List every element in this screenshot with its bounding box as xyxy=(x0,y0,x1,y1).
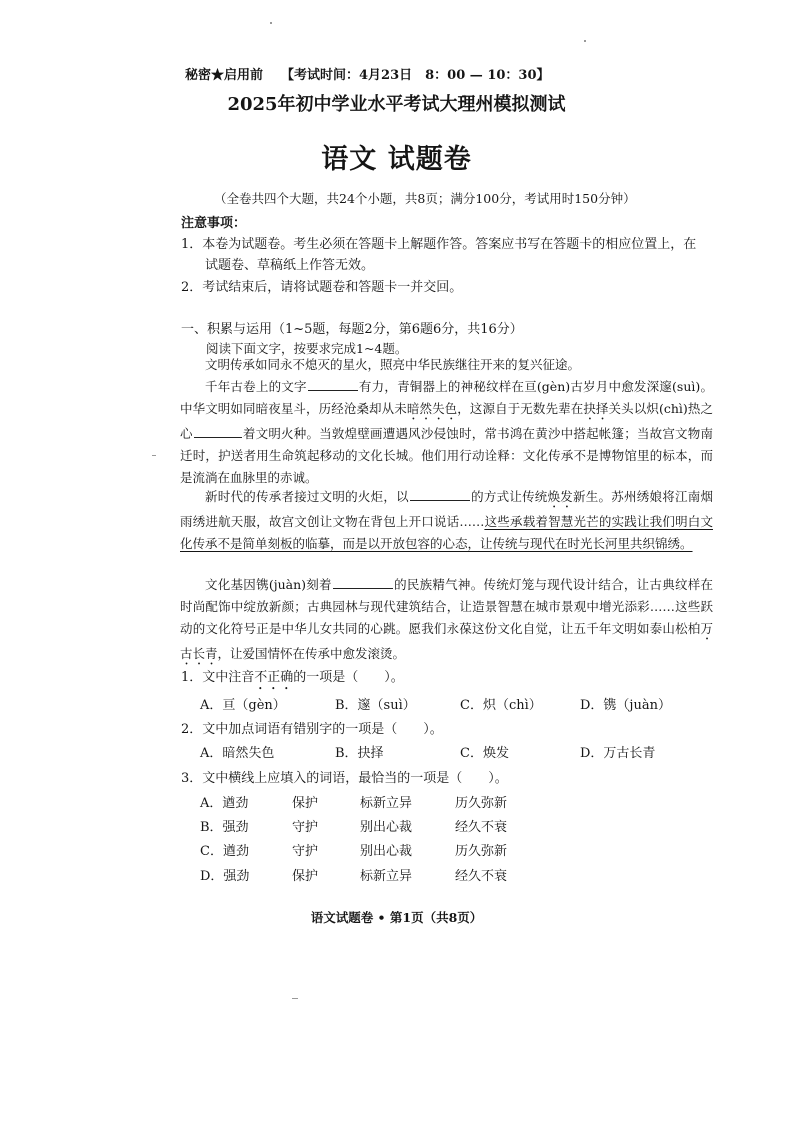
question-2-stem: 2．文中加点词语有错别字的一项是（ ）。 xyxy=(181,722,443,737)
question-3-option-a-4: 历久弥新 xyxy=(455,796,508,811)
question-2-option-c: C．焕发 xyxy=(460,746,509,761)
paper-summary: （全卷共四个大题，共24个小题，共8页；满分100分，考试用时150分钟） xyxy=(214,191,636,206)
dotted-word-4: 万古长青 xyxy=(180,621,713,661)
question-1-option-c: C．炽（chì） xyxy=(460,698,542,713)
question-3-option-c-2: 守护 xyxy=(292,844,319,859)
question-3-option-d-4: 经久不衰 xyxy=(455,869,508,884)
dotted-word-2: 抉择 xyxy=(583,401,609,416)
section-1-heading: 一、积累与运用（1~5题，每题2分，第6题6分，共16分） xyxy=(181,322,523,337)
dotted-word-3: 焕发 xyxy=(547,489,574,504)
blank-1 xyxy=(308,389,358,391)
passage-paragraph-4: 文化基因镌(juàn)刻着 的民族精气神。传统灯笼与现代设计结合，让古典纹样在时尚配饰中绽放新颜；古典园林与现代建筑结合，让造景智慧在城市景观中增光添彩……这些跃动的文化符号正是中华儿女共同的心跳。愿我们永葆这份文化自觉，让五千年文明如泰山松柏万古长青，让爱国情怀在传承中愈发滚烫。 xyxy=(180,577,713,661)
notes-item-2: 2．考试结束后，请将试题卷和答题卡一并交回。 xyxy=(181,280,463,295)
scan-speck xyxy=(584,40,586,42)
question-3-option-c-1: C．遒劲 xyxy=(200,844,249,859)
blank-2 xyxy=(194,436,242,438)
blank-4 xyxy=(333,587,393,589)
exam-title: 2025年初中学业水平考试大理州模拟测试 xyxy=(227,94,566,115)
paper-subtitle: 语文 试题卷 xyxy=(321,144,472,175)
page-footer: 语文试题卷 • 第1页（共8页） xyxy=(310,910,483,925)
notes-item-1: 1．本卷为试题卷。考生必须在答题卡上解题作答。答案应书写在答题卡的相应位置上，在 xyxy=(181,237,697,252)
question-3-option-d-1: D．强劲 xyxy=(200,869,250,884)
underlined-sentence: 这些承载着智慧光芒的实践让我们明白文化传承不是简单刻板的临摹，而是以开放包容的心态，让传统与现代在时光长河里共织锦绣。 xyxy=(180,514,713,551)
confidential-mark: 秘密★启用前 xyxy=(185,68,264,83)
question-1-option-d: D．镌（juàn） xyxy=(580,698,671,713)
notes-item-1-cont: 试题卷、草稿纸上作答无效。 xyxy=(205,258,375,273)
blank-3 xyxy=(410,499,470,501)
question-1-stem: 1．文中注音不正确的一项是（ ）。 xyxy=(181,670,404,685)
question-2-option-b: B．抉择 xyxy=(335,746,384,761)
question-3-option-b-4: 经久不衰 xyxy=(455,820,508,835)
passage-paragraph-3: 新时代的传承者接过文明的火炬，以 的方式让传统焕发新生。苏州绣娘将江南烟雨绣进航天服，故宫文创让文物在背包上开口说话……这些承载着智慧光芒的实践让我们明白文化传承不是简单刻板的临摹，而是以开放包容的心态，让传统与现代在时光长河里共织锦绣。 xyxy=(180,489,713,551)
question-1-option-a: A．亘（gèn） xyxy=(200,698,286,713)
question-1-option-b: B．邃（suì） xyxy=(335,698,416,713)
question-3-option-a-2: 保护 xyxy=(292,796,319,811)
question-3-option-c-4: 历久弥新 xyxy=(455,844,508,859)
passage-paragraph-2: 千年古卷上的文字 有力，青铜器上的神秘纹样在亘(gèn)古岁月中愈发深邃(suì)。中华文明如同暗夜星斗，历经沧桑却从未暗然失色，这源自于无数先辈在抉择关头以炽(chì)热之心 着文明火种。当敦煌壁画遭遇风沙侵蚀时，常书鸿在黄沙中搭起帐篷；当故宫文物南迁时，护送者用生命筑起移动的文化长城。他们用行动诠释：文化传承不是博物馆里的标本，而是流淌在血脉里的赤诚。 xyxy=(180,379,713,485)
question-3-option-d-3: 标新立异 xyxy=(360,869,413,884)
question-3-option-a-3: 标新立异 xyxy=(360,796,413,811)
section-1-instruction: 阅读下面文字，按要求完成1~4题。 xyxy=(206,341,408,356)
question-3-option-d-2: 保护 xyxy=(292,869,319,884)
question-2-option-d: D．万古长青 xyxy=(580,746,656,761)
scan-speck xyxy=(292,998,298,999)
question-3-option-c-3: 别出心裁 xyxy=(360,844,413,859)
question-3-stem: 3．文中横线上应填入的词语，最恰当的一项是（ ）。 xyxy=(181,771,508,786)
scan-speck xyxy=(270,22,272,24)
question-3-option-b-3: 别出心裁 xyxy=(360,820,413,835)
exam-time: 【考试时间：4月23日 8：00 — 10：30】 xyxy=(281,68,550,83)
dotted-word-1: 暗然失色 xyxy=(406,401,458,416)
scan-speck xyxy=(152,455,156,456)
notes-heading: 注意事项： xyxy=(181,216,247,231)
question-2-option-a: A．暗然失色 xyxy=(200,746,275,761)
question-3-option-b-1: B．强劲 xyxy=(200,820,249,835)
passage-paragraph-1: 文明传承如同永不熄灭的星火，照亮中华民族继往开来的复兴征途。 xyxy=(205,357,581,372)
question-3-option-a-1: A．遒劲 xyxy=(200,796,249,811)
question-3-option-b-2: 守护 xyxy=(292,820,319,835)
